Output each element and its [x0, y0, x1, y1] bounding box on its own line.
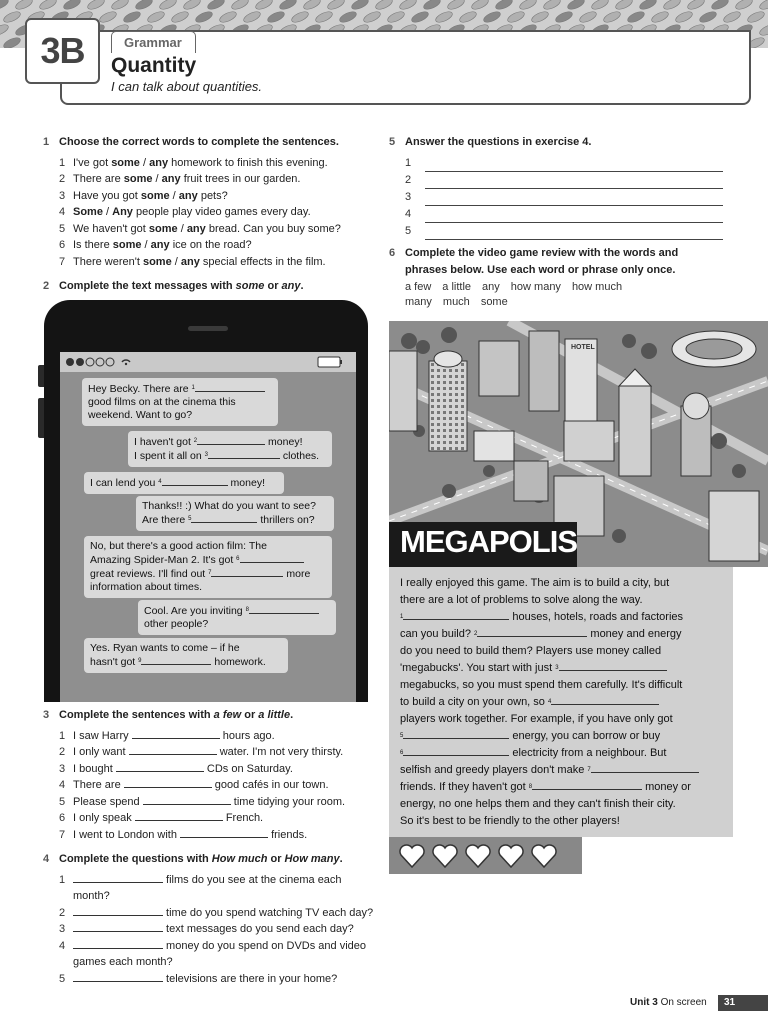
option-a: some — [112, 239, 142, 251]
item-text: I've got some / any homework to finish this evening. — [73, 156, 328, 169]
exercise-2-heading — [43, 278, 373, 295]
list-item — [59, 155, 373, 172]
item-number: 2 — [59, 746, 66, 758]
item-number: 3 — [59, 189, 66, 202]
exercise-3-items — [43, 728, 373, 844]
item-number: 4 — [59, 939, 66, 952]
word-bank — [389, 280, 723, 310]
answer-blank — [132, 728, 220, 739]
item-number: 1 — [59, 873, 66, 886]
option-b: any — [180, 255, 200, 268]
phone-side-button — [38, 398, 44, 438]
item-text: time do you spend watching TV each day? — [73, 905, 373, 922]
answer-blank — [180, 827, 268, 838]
page-number: 31 — [718, 995, 768, 1011]
message-bubble: I haven't got $^2$ money! I spent it all on $^3$ clothes. — [128, 431, 332, 467]
exercise-number: 2 — [43, 280, 50, 292]
phone-volume-button — [38, 365, 44, 387]
option-a: Some — [73, 206, 103, 218]
item-number: 5 — [405, 225, 412, 237]
item-text: There weren't some / any special effects in the film. — [73, 255, 326, 268]
option-a: some — [140, 189, 170, 202]
heart-icons — [399, 843, 569, 869]
item-number: 7 — [59, 828, 66, 841]
option-b: any — [161, 173, 181, 185]
list-item — [59, 905, 383, 922]
game-title: MEGAPOLIS — [389, 522, 577, 567]
item-number: 3 — [59, 762, 66, 775]
item-text: Please spend time tidying your room. — [73, 795, 346, 808]
item-number: 4 — [405, 208, 412, 220]
page-title: Quantity — [111, 54, 197, 77]
answer-lines — [389, 155, 723, 240]
message-bubble: Thanks!! :) What do you want to see? Are there $^5$ thrillers on? — [136, 496, 334, 531]
phone-status-bar — [60, 352, 356, 372]
exercise-5-heading — [389, 134, 723, 151]
exercise-1-items — [43, 155, 373, 271]
exercise-6-heading — [389, 245, 723, 278]
item-number: 3 — [405, 191, 412, 203]
footer — [630, 997, 707, 1008]
answer-line — [405, 172, 723, 189]
item-text: films do you see at the cinema each month? — [73, 873, 342, 902]
exercise-instruction: Complete the sentences with a few or a little. — [59, 709, 294, 721]
item-number: 2 — [59, 173, 66, 185]
option-a: some — [142, 255, 172, 268]
item-number: 3 — [59, 923, 66, 935]
page-subtitle: I can talk about quantities. — [111, 79, 263, 94]
list-item — [59, 810, 373, 827]
item-number: 1 — [59, 729, 66, 742]
answer-line — [405, 189, 723, 206]
word-bank-item: any — [482, 281, 500, 293]
footer-unit: Unit 3 — [630, 997, 658, 1008]
item-number: 5 — [59, 795, 66, 808]
answer-rule — [425, 211, 723, 223]
item-text: I went to London with friends. — [73, 828, 308, 841]
item-number: 2 — [405, 174, 412, 186]
message-bubble: I can lend you $^4$ money! — [84, 472, 284, 494]
exercise-1 — [43, 134, 373, 270]
answer-blank — [135, 810, 223, 821]
exercise-number: 5 — [389, 136, 396, 148]
item-number: 6 — [59, 239, 66, 251]
answer-rule — [425, 177, 723, 189]
exercise-3-heading — [43, 707, 373, 724]
item-number: 2 — [59, 906, 66, 919]
item-number: 1 — [59, 156, 66, 169]
answer-rule — [425, 194, 723, 206]
exercise-3 — [43, 707, 373, 843]
list-item — [59, 794, 373, 811]
message-bubble: Hey Becky. There are $^1$ good films on at the cinema this weekend. Want to go? — [82, 378, 278, 426]
answer-line — [405, 223, 723, 240]
list-item — [59, 872, 383, 905]
answer-blank — [73, 872, 163, 883]
list-item — [59, 971, 383, 988]
item-text: Is there some / any ice on the road? — [73, 239, 252, 251]
item-text: There are good cafés in our town. — [73, 779, 329, 791]
word-bank-item: how much — [571, 281, 623, 293]
answer-rule — [425, 160, 723, 172]
exercise-4-items — [43, 872, 383, 988]
exercise-1-heading — [43, 134, 373, 151]
item-text: We haven't got some / any bread. Can you buy some? — [73, 222, 341, 235]
section-tab: Grammar — [111, 31, 196, 53]
answer-blank — [129, 744, 217, 755]
option-b: any — [178, 189, 198, 202]
unit-code: 3B — [40, 30, 85, 71]
hotel-sign: HOTEL — [571, 344, 595, 351]
list-item — [59, 237, 373, 254]
list-item — [59, 827, 373, 844]
answer-blank — [124, 777, 212, 788]
answer-blank — [73, 971, 163, 982]
item-text: money do you spend on DVDs and video games each month? — [73, 939, 367, 968]
word-bank-item: many — [405, 296, 432, 308]
list-item — [59, 728, 373, 745]
answer-blank — [143, 794, 231, 805]
item-text: Some / Any people play video games every day. — [73, 206, 311, 218]
message-bubble: Cool. Are you inviting $^8$ other people? — [138, 600, 336, 635]
answer-blank — [73, 905, 163, 916]
item-text: There are some / any fruit trees in our garden. — [73, 173, 301, 185]
answer-blank — [73, 938, 163, 949]
word-bank-item: how many — [510, 281, 561, 293]
answer-blank — [116, 761, 204, 772]
unit-badge — [25, 18, 100, 84]
phone-speaker — [188, 326, 228, 331]
item-text: televisions are there in your home? — [73, 971, 337, 988]
item-text: I only speak French. — [73, 812, 264, 824]
footer-section: On screen — [660, 997, 707, 1008]
exercise-number: 3 — [43, 709, 50, 721]
message-bubble: Yes. Ryan wants to come – if he hasn't got $^9$ homework. — [84, 638, 288, 673]
exercise-number: 6 — [389, 247, 396, 259]
answer-line — [405, 206, 723, 223]
exercise-number: 4 — [43, 853, 50, 865]
item-text: I bought CDs on Saturday. — [73, 762, 293, 775]
word-bank-item: much — [442, 296, 470, 308]
list-item — [59, 938, 383, 971]
item-number: 5 — [59, 972, 66, 985]
option-b: any — [186, 222, 206, 235]
list-item — [59, 221, 373, 238]
exercise-instruction: Choose the correct words to complete the sentences. — [59, 136, 339, 148]
item-number: 1 — [405, 157, 412, 169]
option-b: Any — [112, 206, 133, 218]
answer-line — [405, 155, 723, 172]
item-text: I only want water. I'm not very thirsty. — [73, 746, 344, 758]
option-b: any — [150, 239, 170, 251]
exercise-instruction: Complete the questions with How much or How many. — [59, 853, 343, 865]
list-item — [59, 171, 373, 188]
game-review: I really enjoyed this game. The aim is to build a city, but there are a lot of problems to solve along the way. $^1$ houses, hotels, roads and factories can you build? $^2$ money and energy do you need to build them? Players use money called 'megabucks'. You start with just $^3$ megabucks, so you must spend them carefully. It's difficult to build a city on your own, so $^4$ players work together. For example, if you have only got $^5$ energy, you can borrow or buy $^6$ electricity from a neighbour. But selfish and greedy players don't make $^7$ friends. If they haven't got $^8$ money or energy, no one helps them and they can't finish their city. So it's best to be friendly to the other players! — [389, 567, 733, 837]
item-text: I saw Harry hours ago. — [73, 729, 275, 742]
answer-blank — [73, 921, 163, 932]
option-a: some — [111, 156, 140, 169]
list-item — [59, 761, 373, 778]
word-bank-item: some — [480, 296, 508, 308]
answer-rule — [425, 228, 723, 240]
exercise-instruction: Complete the text messages with some or any. — [59, 280, 304, 292]
item-number: 5 — [59, 222, 66, 235]
exercise-2 — [43, 278, 373, 299]
list-item — [59, 777, 373, 794]
list-item — [59, 921, 383, 938]
word-bank-item: a little — [442, 281, 472, 293]
exercise-instruction: Answer the questions in exercise 4. — [405, 136, 592, 148]
item-text: text messages do you send each day? — [73, 921, 354, 938]
message-bubble: No, but there's a good action film: The Amazing Spider-Man 2. It's got $^6$ great reviews. I'll find out $^7$ more information about times. — [84, 536, 332, 598]
exercise-4 — [43, 851, 383, 987]
exercise-6 — [389, 245, 723, 310]
list-item — [59, 744, 373, 761]
exercise-number: 1 — [43, 136, 50, 148]
item-number: 4 — [59, 206, 66, 218]
exercise-4-heading — [43, 851, 383, 868]
option-b: any — [149, 156, 169, 169]
item-number: 4 — [59, 779, 66, 791]
exercise-5 — [389, 134, 723, 240]
hearts-bar — [389, 837, 582, 874]
item-number: 6 — [59, 812, 66, 824]
list-item — [59, 188, 373, 205]
list-item — [59, 254, 373, 271]
exercise-instruction: Complete the video game review with the words and phrases below. Use each word or phrase only once. — [405, 247, 679, 276]
item-text: Have you got some / any pets? — [73, 189, 228, 202]
list-item — [59, 204, 373, 221]
word-bank-item: a few — [405, 281, 432, 293]
option-a: some — [123, 173, 153, 185]
item-number: 7 — [59, 255, 66, 268]
option-a: some — [148, 222, 178, 235]
